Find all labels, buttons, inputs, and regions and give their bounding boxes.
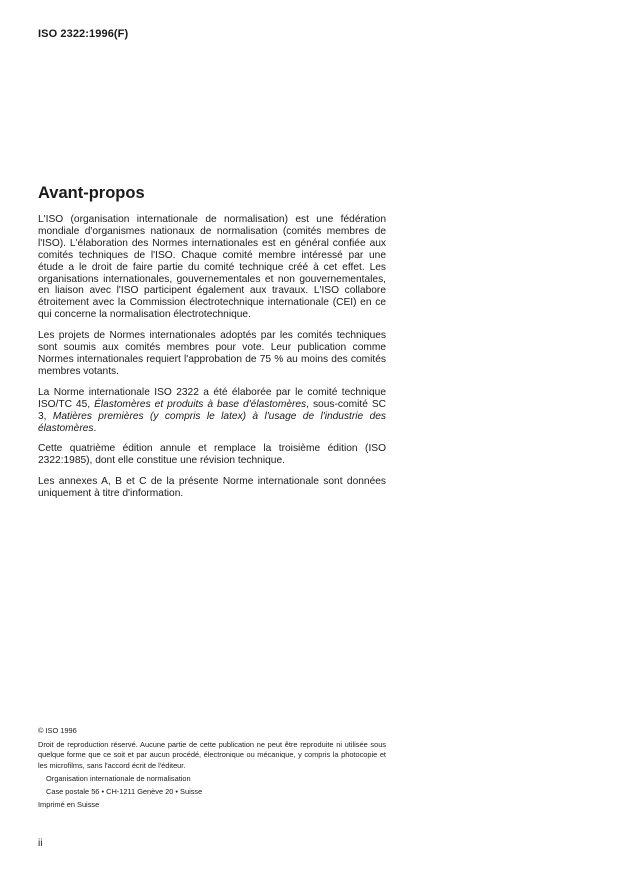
page-number: ii (38, 838, 43, 849)
copyright-notice: © ISO 1996 (38, 726, 77, 735)
foreword-paragraph-3-text-e: . (93, 422, 97, 434)
foreword-paragraph-3 (38, 387, 386, 435)
printed-in: Imprimé en Suisse (38, 799, 100, 809)
organisation-address: Case postale 56 • CH-1211 Genève 20 • Suisse (46, 786, 203, 796)
copyright-block (38, 726, 386, 810)
document-reference: ISO 2322:1996(F) (38, 28, 129, 40)
section-title: Avant-propos (38, 184, 145, 202)
copyright-rights: Droit de reproduction réservé. Aucune partie de cette publication ne peut être reproduite ni utilisée sous quelque forme que ce soit et par aucun procédé, électronique ou mécanique, y compris la photocopie et les microfilms, sans l'accord écrit de l'éditeur. (38, 739, 386, 770)
foreword-paragraph-1: L'ISO (organisation internationale de normalisation) est une fédération mondiale d'organismes nationaux de normalisation (comités membres de l'ISO). L'élaboration des Normes internationales est en général confiée aux comités techniques de l'ISO. Chaque comité membre intéressé par une étude a le droit de faire partie du comité technique créé à cet effet. Les organisations internationales, gouvernementales et non gouvernementales, en liaison avec l'ISO participent également aux travaux. L'ISO collabore étroitement avec la Commission électrotechnique internationale (CEI) en ce qui concerne la normalisation électrotechnique. (38, 214, 386, 321)
committee-title: Élastomères et produits à base d'élastomères (94, 398, 307, 410)
foreword-paragraph-3-text-a: La Norme internationale ISO 2322 a été élaborée par le comité technique ISO/TC 45, (38, 386, 386, 410)
foreword-paragraph-5: Les annexes A, B et C de la présente Norme internationale sont données uniquement à titre d'information. (38, 476, 386, 500)
subcommittee-title: Matières premières (y compris le latex) à l'usage de l'industrie des élastomères (38, 410, 386, 434)
foreword-body (38, 214, 386, 509)
foreword-paragraph-3-text-c: , sous-comité SC 3, (38, 398, 386, 422)
foreword-paragraph-2: Les projets de Normes internationales adoptés par les comités techniques sont soumis aux comités membres pour vote. Leur publication comme Normes internationales requiert l'approbation de 75 % au moins des comités membres votants. (38, 330, 386, 377)
organisation-name: Organisation internationale de normalisation (46, 774, 191, 784)
foreword-paragraph-4: Cette quatrième édition annule et remplace la troisième édition (ISO 2322:1985), dont elle constitue une révision technique. (38, 443, 386, 467)
